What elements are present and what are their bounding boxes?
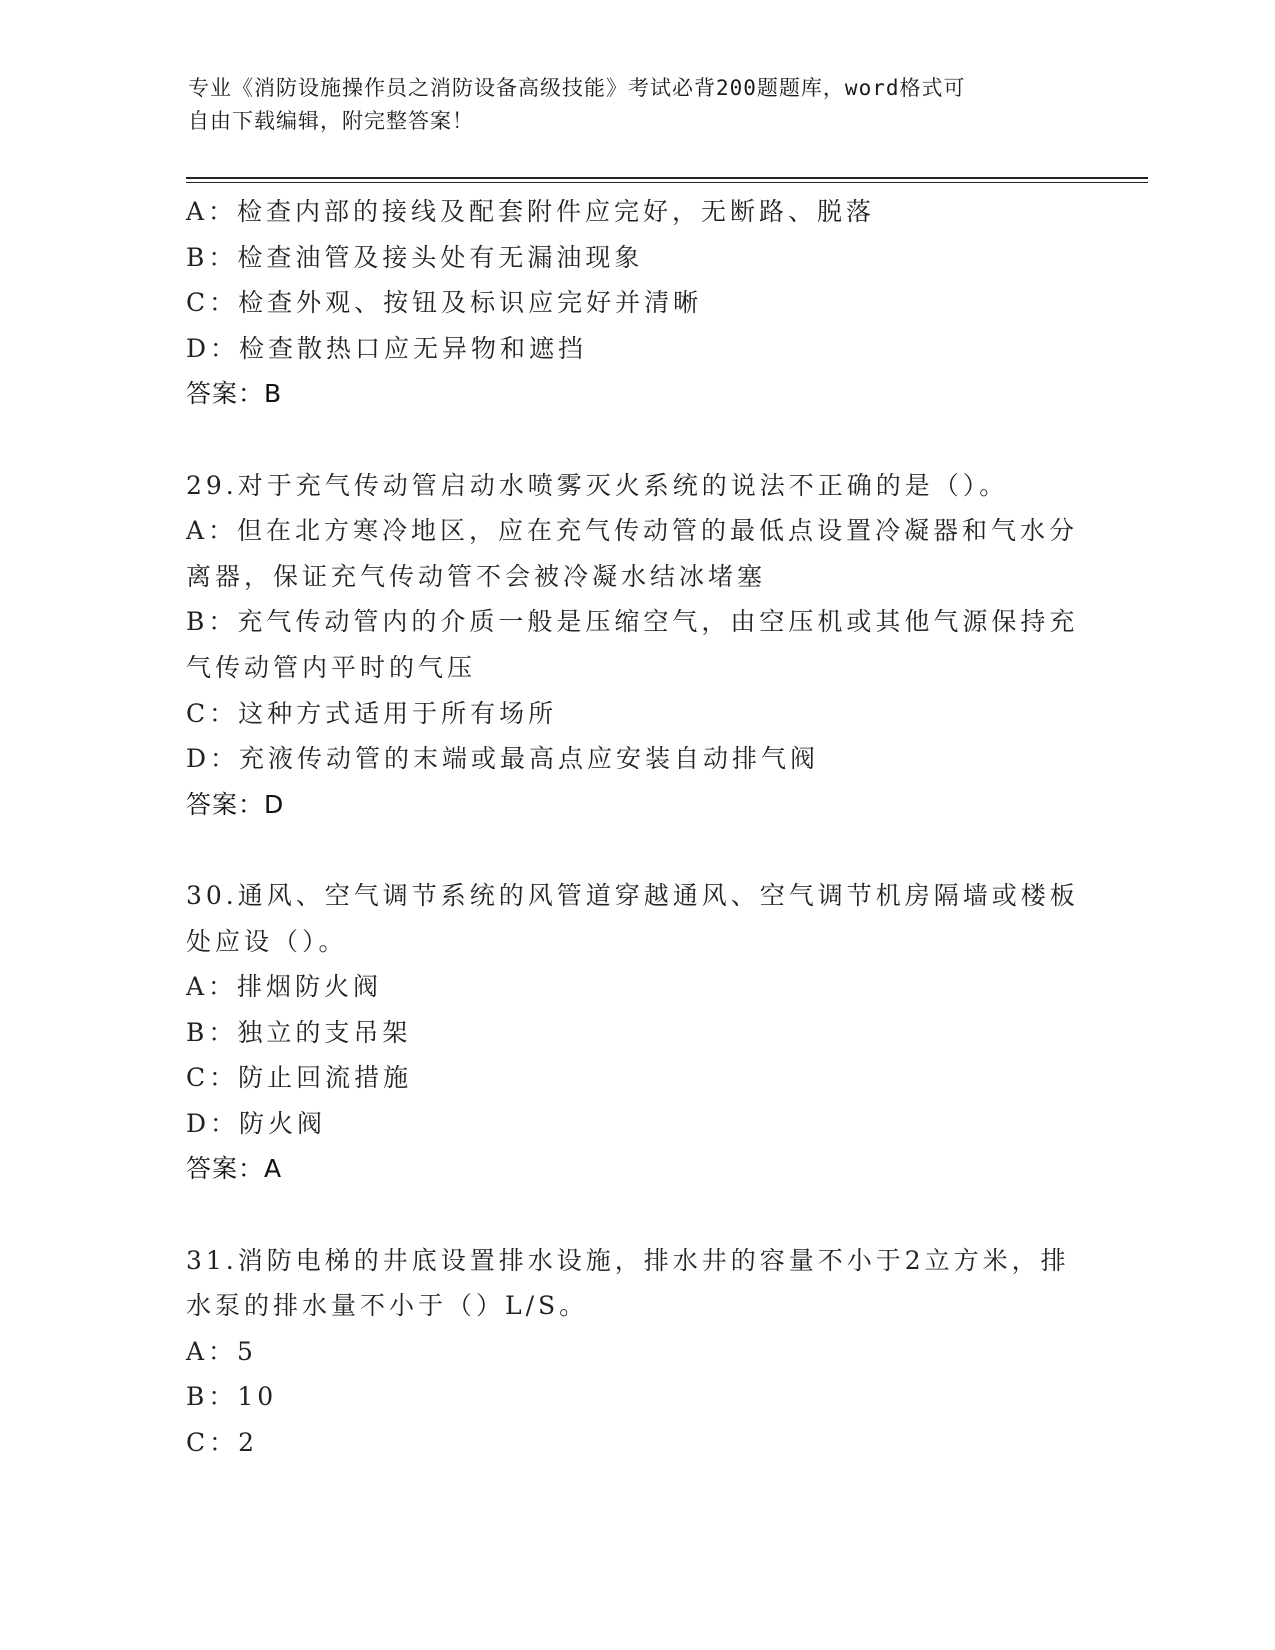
- option-d: D：充液传动管的末端或最高点应安装自动排气阀: [186, 744, 820, 774]
- answer-label: 答案：B: [186, 379, 283, 409]
- question-list: [186, 189, 1086, 1466]
- option-a-continued: 离器，保证充气传动管不会被冷凝水结冰堵塞: [186, 561, 767, 591]
- question-block-29: [186, 463, 1086, 828]
- header-title-line-2: 自由下载编辑，附完整答案！: [188, 109, 474, 133]
- option-d: D：防火阀: [186, 1108, 327, 1138]
- answer-label: 答案：D: [186, 789, 285, 819]
- header-title-line-1: 专业《消防设施操作员之消防设备高级技能》考试必背200题题库，word格式可: [188, 76, 966, 100]
- question-text: 30.通风、空气调节系统的风管道穿越通风、空气调节机房隔墙或楼板: [186, 880, 1079, 910]
- question-block-31: [186, 1238, 1086, 1466]
- header-rule-thin: [186, 182, 1148, 183]
- option-c: C：2: [186, 1428, 259, 1458]
- document-header: [188, 72, 1088, 138]
- question-text: 31.消防电梯的井底设置排水设施，排水井的容量不小于2立方米，排: [186, 1245, 1070, 1275]
- question-text-continued: 水泵的排水量不小于（）L/S。: [186, 1291, 589, 1321]
- question-text-continued: 处应设（）。: [186, 926, 348, 956]
- question-text: 29.对于充气传动管启动水喷雾灭火系统的说法不正确的是（）。: [186, 470, 1009, 500]
- option-b: B：检查油管及接头处有无漏油现象: [186, 242, 644, 272]
- option-b: B：独立的支吊架: [186, 1017, 412, 1047]
- option-a: A：但在北方寒冷地区，应在充气传动管的最低点设置冷凝器和气水分: [186, 516, 1079, 546]
- option-b-continued: 气传动管内平时的气压: [186, 652, 477, 682]
- option-a: A：排烟防火阀: [186, 972, 383, 1002]
- option-a: A：检查内部的接线及配套附件应完好，无断路、脱落: [186, 197, 876, 226]
- option-c: C：防止回流措施: [186, 1063, 413, 1093]
- option-a: A：5: [186, 1336, 257, 1366]
- header-rule-thick: [186, 177, 1148, 179]
- option-b: B：充气传动管内的介质一般是压缩空气，由空压机或其他气源保持充: [186, 607, 1079, 637]
- question-block-28: [186, 189, 1086, 417]
- option-b: B：10: [186, 1382, 278, 1412]
- option-c: C：这种方式适用于所有场所: [186, 698, 558, 728]
- spacer: [186, 417, 1086, 463]
- option-d: D：检查散热口应无异物和遮挡: [186, 333, 588, 363]
- answer-label: 答案：A: [186, 1154, 283, 1184]
- question-block-30: [186, 873, 1086, 1192]
- option-c: C：检查外观、按钮及标识应完好并清晰: [186, 288, 703, 318]
- spacer: [186, 1192, 1086, 1238]
- spacer: [186, 827, 1086, 873]
